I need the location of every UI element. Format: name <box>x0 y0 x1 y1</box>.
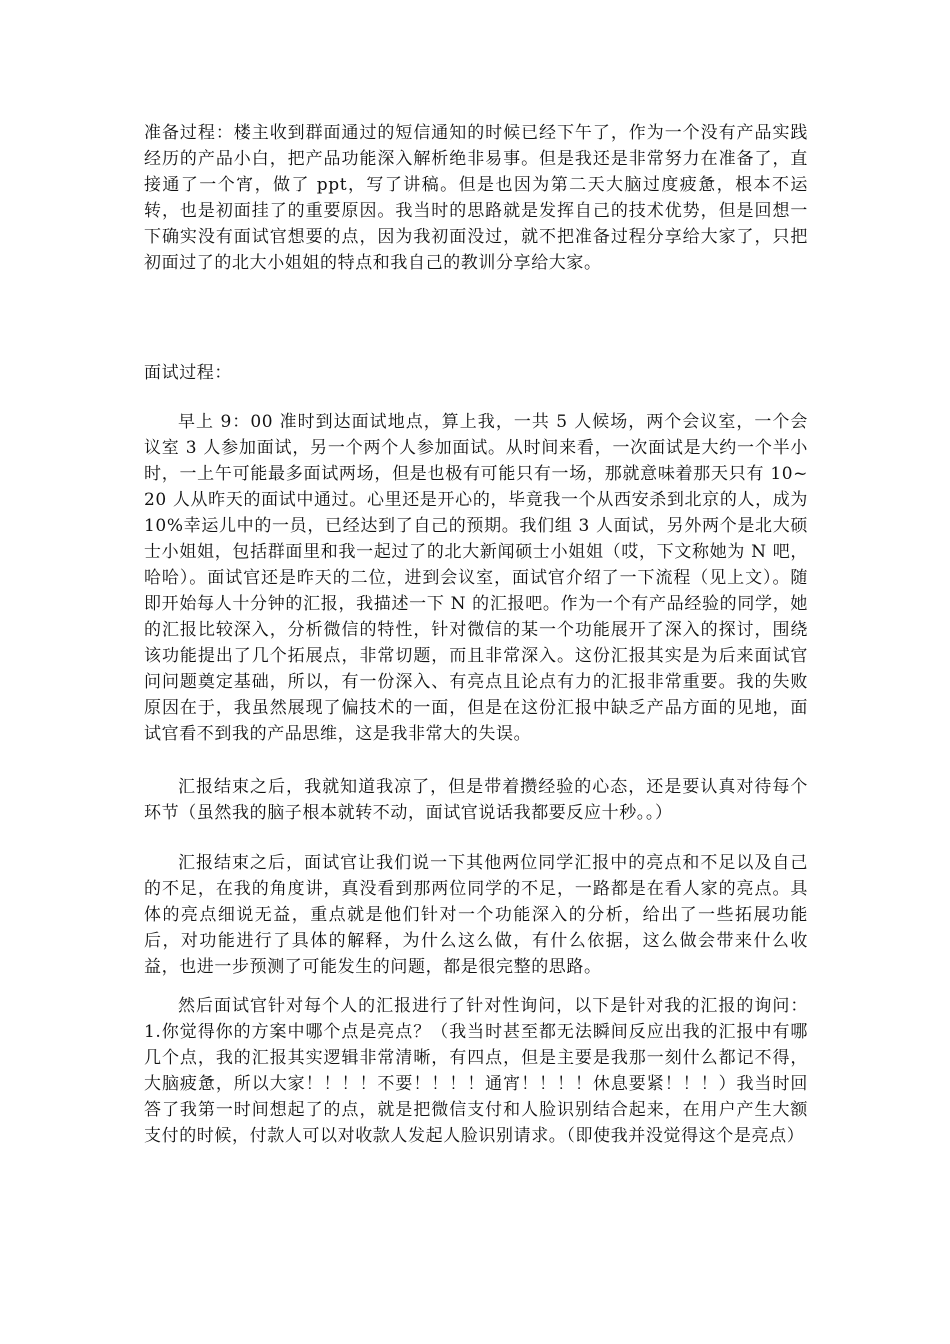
interview-heading: 面试过程： <box>144 363 232 383</box>
morning-paragraph: 早上 9：00 准时到达面试地点，算上我，一共 5 人候场，两个会议室，一个会议室 3 人参加面试，另一个两个人参加面试。从时间来看，一次面试是大约一个半小时，一上午可能最多面试两场，但是也极有可能只有一场，那就意味着那天只有 10~20 人从昨天的面试中通过。心里还是开心的，毕竟我一个从西安杀到北京的人，成为 10%幸运儿中的一员，已经达到了自己的预期。我们组 3 人面试，另外两个是北大硕士小姐姐，包括群面里和我一起过了的北大新闻硕士小姐姐（哎，下文称她为 N 吧，哈哈）。面试官还是昨天的二位，进到会议室，面试官介绍了一下流程（见上文）。随即开始每人十分钟的汇报，我描述一下 N 的汇报吧。作为一个有产品经验的同学，她的汇报比较深入，分析微信的特性，针对微信的某一个功能展开了深入的探讨，围绕该功能提出了几个拓展点，非常切题，而且非常深入。这份汇报其实是为后来面试官问问题奠定基础，所以，有一份深入、有亮点且论点有力的汇报非常重要。我的失败原因在于，我虽然展现了偏技术的一面，但是在这份汇报中缺乏产品方面的见地，面试官看不到我的产品思维，这是我非常大的失误。 <box>144 412 808 744</box>
after-report-paragraph-1: 汇报结束之后，我就知道我凉了，但是带着攒经验的心态，还是要认真对待每个环节（虽然我的脑子根本就转不动，面试官说话我都要反应十秒。。） <box>144 777 808 823</box>
questions-paragraph: 然后面试官针对每个人的汇报进行了针对性询问，以下是针对我的汇报的询问：1.你觉得你的方案中哪个点是亮点？（我当时甚至都无法瞬间反应出我的汇报中有哪几个点，我的汇报其实逻辑非常清晰，有四点，但是主要是我那一刻什么都记不得，大脑疲惫，所以大家！！！！不要！！！！通宵！！！！休息要紧！！！）我当时回答了我第一时间想起了的点，就是把微信支付和人脸识别结合起来，在用户产生大额支付的时候，付款人可以对收款人发起人脸识别请求。（即使我并没觉得这个是亮点） <box>144 996 808 1146</box>
after-report-paragraph-2: 汇报结束之后，面试官让我们说一下其他两位同学汇报中的亮点和不足以及自己的不足，在我的角度讲，真没看到那两位同学的不足，一路都是在看人家的亮点。具体的亮点细说无益，重点就是他们针对一个功能深入的分析，给出了一些拓展功能后，对功能进行了具体的解释，为什么这么做，有什么依据，这么做会带来什么收益，也进一步预测了可能发生的问题，都是很完整的思路。 <box>144 853 808 977</box>
preparation-paragraph: 准备过程：楼主收到群面通过的短信通知的时候已经下午了，作为一个没有产品实践经历的产品小白，把产品功能深入解析绝非易事。但是我还是非常努力在准备了，直接通了一个宵，做了 ppt，写了讲稿。但是也因为第二天大脑过度疲惫，根本不运转，也是初面挂了的重要原因。我当时的思路就是发挥自己的技术优势，但是回想一下确实没有面试官想要的点，因为我初面没过，就不把准备过程分享给大家了，只把初面过了的北大小姐姐的特点和我自己的教训分享给大家。 <box>144 123 808 273</box>
